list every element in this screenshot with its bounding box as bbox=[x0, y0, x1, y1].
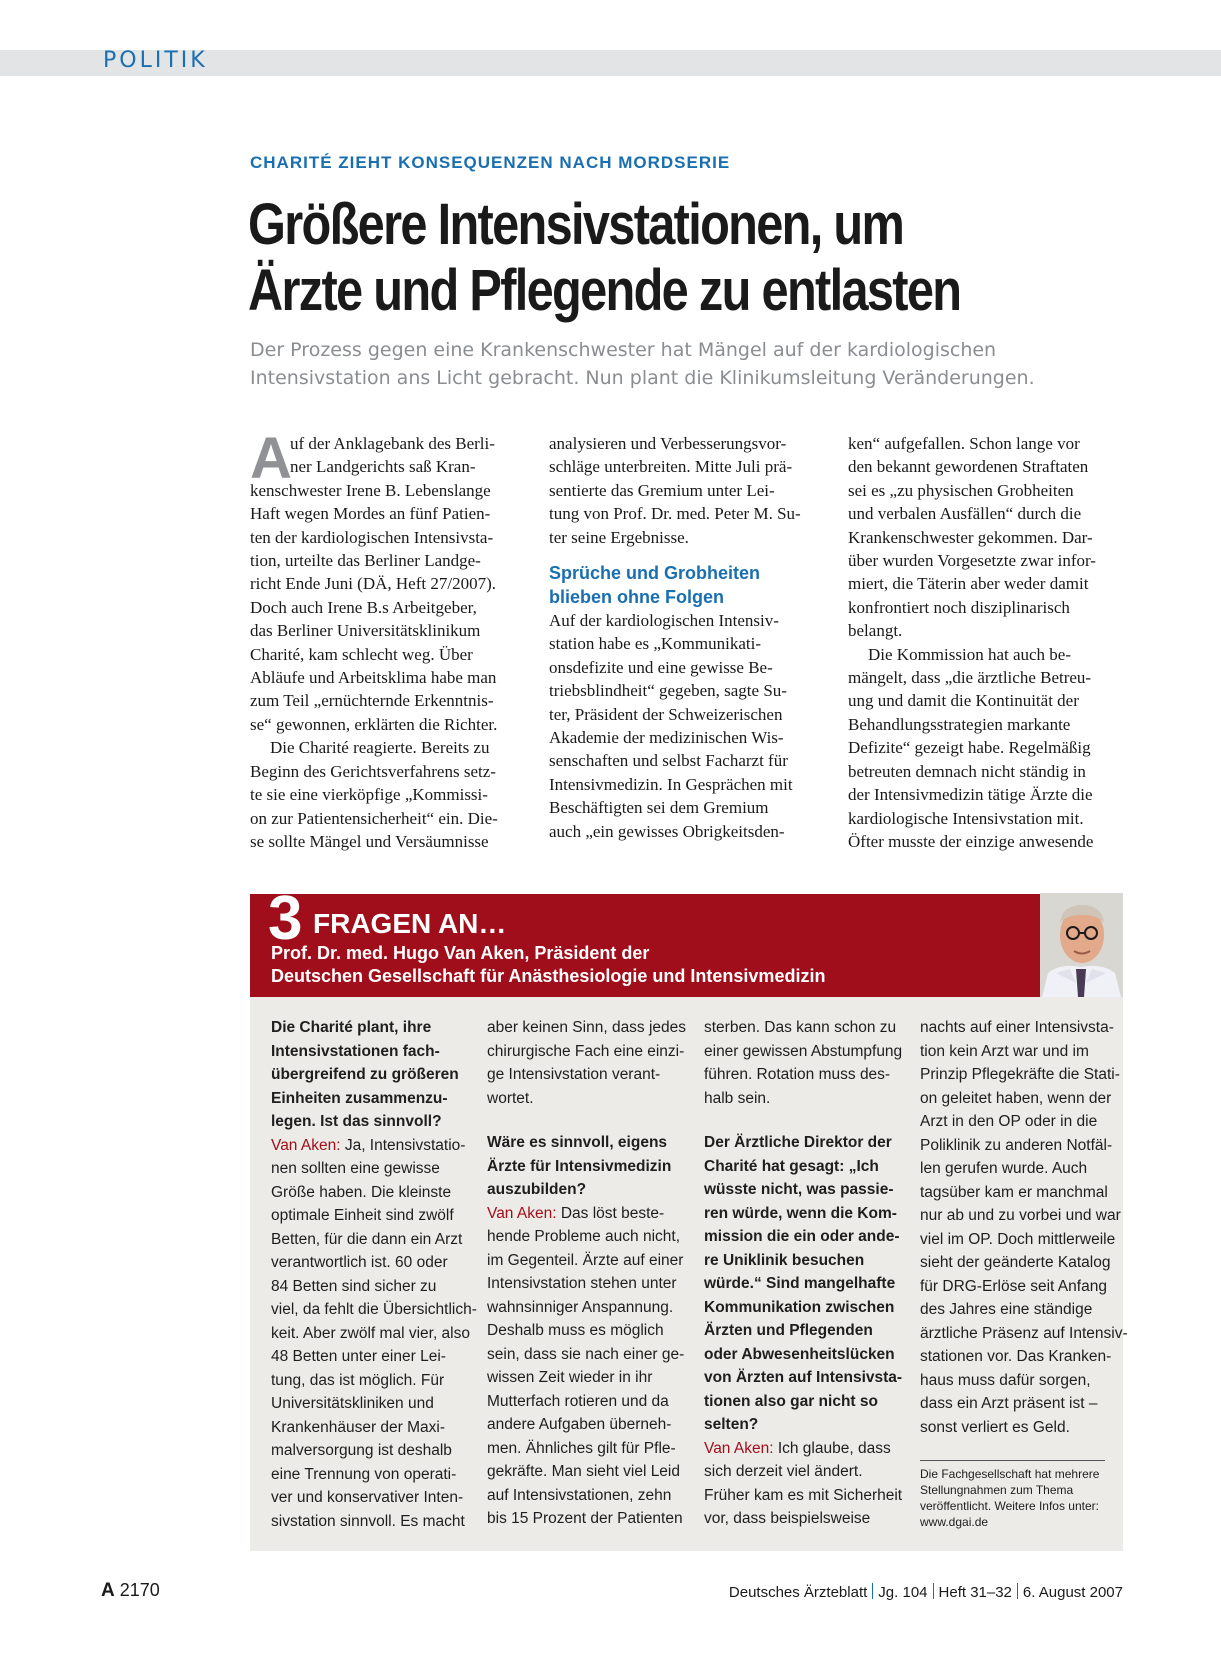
article-line: onsdefizite und eine gewisse Be- bbox=[549, 657, 773, 677]
question-line: legen. Ist das sinnvoll? bbox=[271, 1113, 442, 1130]
answer-line bbox=[271, 1134, 471, 1158]
article-line: Akademie der medizinischen Wis- bbox=[549, 728, 784, 748]
article-line: ung und damit die Kontinuität der bbox=[848, 691, 1079, 711]
portrait-photo bbox=[1040, 893, 1123, 997]
answer-line: verantwortlich ist. 60 oder bbox=[271, 1254, 448, 1271]
section-label: POLITIK bbox=[103, 48, 208, 73]
question-line: re Uniklinik besuchen bbox=[704, 1251, 865, 1269]
question-line: mission die ein oder ande- bbox=[704, 1228, 900, 1245]
question-line: oder Abwesenheitslücken bbox=[704, 1345, 895, 1363]
answer-line: sieht der geänderte Katalog bbox=[920, 1254, 1111, 1271]
answer-line: ge Intensivstation verant- bbox=[487, 1066, 661, 1083]
article-line: Beschäftigten sei dem Gremium bbox=[549, 798, 769, 818]
article-line: ner Landgerichts saß Kran- bbox=[290, 457, 476, 477]
interview-note bbox=[920, 1466, 1120, 1530]
answer-line: dass ein Arzt präsent ist – bbox=[920, 1395, 1098, 1412]
article-line: Charité, kam schlecht weg. Über bbox=[250, 644, 473, 664]
answer-line: nur ab und zu vorbei und war bbox=[920, 1207, 1121, 1224]
note-line: Die Fachgesellschaft hat mehrere bbox=[920, 1467, 1100, 1481]
article-line: mängelt, dass „die ärztliche Betreu- bbox=[848, 668, 1092, 688]
article-line: belangt. bbox=[848, 621, 903, 641]
article-line: Auf der kardiologischen Intensiv- bbox=[549, 611, 779, 631]
article-kicker: CHARITÉ ZIEHT KONSEQUENZEN NACH MORDSERIE bbox=[250, 153, 731, 172]
article-line: auch „ein gewisses Obrigkeitsden- bbox=[549, 821, 785, 841]
article-line: station habe es „Kommunikati- bbox=[549, 634, 761, 654]
article-column-2 bbox=[549, 432, 827, 843]
answer-line: 84 Betten sind sicher zu bbox=[271, 1277, 437, 1295]
article-line: on zur Patientensicherheit“ ein. Die- bbox=[250, 808, 498, 828]
article-column-1 bbox=[250, 426, 528, 853]
answer-line: ärztliche Präsenz auf Intensiv- bbox=[920, 1324, 1128, 1342]
article-line: se“ gewonnen, erklärten die Richter. bbox=[250, 714, 498, 734]
article-column-3 bbox=[848, 432, 1126, 853]
question-line: ren würde, wenn die Kom- bbox=[704, 1204, 897, 1222]
answer-line: hende Probleme auch nicht, bbox=[487, 1228, 681, 1245]
answer-line: vor, dass beispielsweise bbox=[704, 1510, 871, 1527]
note-line: Stellungnahmen zum Thema bbox=[920, 1483, 1074, 1497]
answer-line: einer gewissen Abstumpfung bbox=[704, 1042, 903, 1060]
article-line: Defizite“ gezeigt habe. Regelmäßig bbox=[848, 738, 1091, 758]
answer-line: men. Ähnliches gilt für Pfle- bbox=[487, 1439, 676, 1457]
answer-line: für DRG-Erlöse seit Anfang bbox=[920, 1277, 1107, 1295]
answer-line: Mutterfach rotieren und da bbox=[487, 1392, 669, 1410]
article-line: und verbalen Ausfällen“ durch die bbox=[848, 504, 1082, 524]
article-line: Krankenschwester gekommen. Dar- bbox=[848, 527, 1093, 547]
answer-text: Ich glaube, dass bbox=[773, 1439, 891, 1457]
answer-line: viel, da fehlt die Übersichtlich- bbox=[271, 1301, 477, 1318]
question-line: würde.“ Sind mangelhafte bbox=[704, 1275, 896, 1292]
answer-line: keit. Aber zwölf mal vier, also bbox=[271, 1324, 470, 1342]
article-line: se sollte Mängel und Versäumnisse bbox=[250, 831, 489, 851]
subhead-line: Sprüche und Grobheiten bbox=[549, 563, 761, 584]
answer-line: Intensivstation stehen unter bbox=[487, 1275, 677, 1292]
interview-column-1 bbox=[271, 1016, 477, 1533]
answer-line: andere Aufgaben überneh- bbox=[487, 1416, 672, 1433]
answer-line: sich derzeit viel ändert. bbox=[704, 1463, 863, 1480]
page-number-value: 2170 bbox=[119, 1580, 160, 1600]
article-line: betreuten demnach nicht ständig in bbox=[848, 761, 1086, 781]
answer-line: Betten, für die dann ein Arzt bbox=[271, 1230, 463, 1248]
article-line: Öfter musste der einzige anwesende bbox=[848, 831, 1094, 851]
answer-line: haus muss dafür sorgen, bbox=[920, 1371, 1091, 1389]
answer-line: Krankenhäuser der Maxi- bbox=[271, 1418, 446, 1436]
speaker-name: Van Aken: bbox=[704, 1439, 774, 1457]
answer-line: im Gegenteil. Ärzte auf einer bbox=[487, 1251, 684, 1269]
answer-line: wissen Zeit wieder in ihr bbox=[487, 1369, 653, 1386]
citation bbox=[729, 1583, 1123, 1601]
headline-line: Ärzte und Pflegende zu entlasten bbox=[248, 258, 961, 323]
article-line: Die Charité reagierte. Bereits zu bbox=[270, 738, 490, 758]
question-line: Wäre es sinnvoll, eigens bbox=[487, 1134, 668, 1151]
answer-line: malversorgung ist deshalb bbox=[271, 1442, 452, 1459]
subhead-line: blieben ohne Folgen bbox=[549, 587, 724, 608]
article-line: kardiologische Intensivstation mit. bbox=[848, 808, 1084, 828]
answer-line: führen. Rotation muss des- bbox=[704, 1066, 891, 1083]
article-line: das Berliner Universitätsklinikum bbox=[250, 621, 481, 641]
answer-line bbox=[487, 1202, 687, 1226]
interview-title: FRAGEN AN… bbox=[313, 908, 507, 939]
interview-number: 3 bbox=[268, 884, 303, 953]
article-line: tion, urteilte das Berliner Landge- bbox=[250, 551, 481, 571]
lead-line: Intensivstation ans Licht gebracht. Nun plant die Klinikumsleitung Veränderungen. bbox=[250, 367, 1035, 389]
interview-column-3 bbox=[704, 1016, 904, 1531]
article-line: zum Teil „ernüchternde Erkenntnis- bbox=[250, 691, 494, 711]
article-line: richt Ende Juni (DÄ, Heft 27/2007). bbox=[250, 574, 496, 594]
answer-line: Prinzip Pflegekräfte die Stati- bbox=[920, 1066, 1120, 1083]
question-line: Intensivstationen fach- bbox=[271, 1042, 440, 1060]
question-line: wüsste nicht, was passie- bbox=[704, 1181, 894, 1198]
answer-line: Früher kam es mit Sicherheit bbox=[704, 1486, 903, 1504]
answer-line: optimale Einheit sind zwölf bbox=[271, 1207, 454, 1224]
answer-line: halb sein. bbox=[704, 1089, 771, 1107]
answer-line: ver und konservativer Inten- bbox=[271, 1489, 464, 1506]
answer-line: Arzt in den OP oder in die bbox=[920, 1113, 1098, 1130]
answer-line: Poliklinik zu anderen Notfäl- bbox=[920, 1136, 1113, 1154]
headline-line: Größere Intensivstationen, um bbox=[248, 192, 904, 257]
question-line: Charité hat gesagt: „Ich bbox=[704, 1157, 879, 1175]
article-line: te sie eine vierköpfige „Kommissi- bbox=[250, 785, 488, 805]
article-line: über wurden Vorgesetzte zwar infor- bbox=[848, 551, 1096, 571]
journal-name: Deutsches Ärzteblatt bbox=[728, 1584, 868, 1601]
question-line: Einheiten zusammenzu- bbox=[271, 1089, 448, 1107]
article-line: uf der Anklagebank des Berli- bbox=[290, 434, 495, 453]
page-letter: A bbox=[101, 1580, 115, 1601]
journal-date: 6. August 2007 bbox=[1022, 1584, 1123, 1601]
article-line: den bekannt gewordenen Straftaten bbox=[848, 457, 1089, 477]
answer-line: on geleitet haben, wenn der bbox=[920, 1089, 1112, 1107]
question-line: tionen also gar nicht so bbox=[704, 1392, 878, 1410]
article-line: schläge unterbreiten. Mitte Juli prä- bbox=[549, 457, 793, 477]
question-line: selten? bbox=[704, 1416, 759, 1433]
article-line: Die Kommission hat auch be- bbox=[868, 644, 1072, 664]
article-line: Intensivmedizin. In Gesprächen mit bbox=[549, 774, 793, 794]
question-line: Ärzte für Intensivmedizin bbox=[487, 1157, 672, 1175]
article-line: konfrontiert noch disziplinarisch bbox=[848, 597, 1070, 617]
article-line: triebsblindheit“ gegeben, sagte Su- bbox=[549, 681, 787, 701]
note-line: veröffentlicht. Weitere Infos unter: bbox=[920, 1499, 1099, 1513]
answer-line: 48 Betten unter einer Lei- bbox=[271, 1348, 446, 1365]
article-line: kenschwester Irene B. Lebenslange bbox=[250, 480, 491, 500]
journal-issue: Heft 31–32 bbox=[938, 1584, 1012, 1601]
answer-line: Größe haben. Die kleinste bbox=[271, 1183, 452, 1201]
article-line: ter seine Ergebnisse. bbox=[549, 527, 689, 547]
article-line: Behandlungsstrategien markante bbox=[848, 714, 1071, 734]
question-line: Kommunikation zwischen bbox=[704, 1298, 895, 1316]
speaker-name: Van Aken: bbox=[487, 1204, 557, 1222]
drop-cap: A bbox=[250, 426, 292, 491]
answer-line: viel im OP. Doch mittlerweile bbox=[920, 1230, 1116, 1248]
article-line: senschaften und selbst Facharzt für bbox=[549, 751, 788, 771]
answer-line: wortet. bbox=[487, 1089, 534, 1107]
page-number bbox=[101, 1580, 160, 1602]
answer-line: Universitätskliniken und bbox=[271, 1395, 434, 1412]
answer-line: tung, das ist möglich. Für bbox=[271, 1371, 445, 1389]
article-line: miert, die Täterin aber weder damit bbox=[848, 574, 1089, 594]
question-line: von Ärzten auf Intensivsta- bbox=[704, 1369, 903, 1386]
question-line: Die Charité plant, ihre bbox=[271, 1019, 432, 1036]
answer-line: aber keinen Sinn, dass jedes bbox=[487, 1019, 687, 1036]
note-divider bbox=[920, 1460, 1105, 1461]
article-line: Haft wegen Mordes an fünf Patien- bbox=[250, 504, 491, 524]
question-line: übergreifend zu größeren bbox=[271, 1066, 459, 1083]
interview-subtitle bbox=[271, 942, 825, 988]
journal-volume: Jg. 104 bbox=[878, 1584, 928, 1601]
article-line: Abläufe und Arbeitsklima habe man bbox=[250, 668, 497, 688]
question-line: Ärzten und Pflegenden bbox=[704, 1322, 873, 1339]
answer-line: stationen vor. Das Kranken- bbox=[920, 1348, 1112, 1365]
answer-line: Deshalb muss es möglich bbox=[487, 1322, 664, 1339]
answer-line: sonst verliert es Geld. bbox=[920, 1418, 1070, 1436]
answer-line: sivstation sinnvoll. Es macht bbox=[271, 1512, 465, 1530]
answer-line: wahnsinniger Anspannung. bbox=[487, 1298, 674, 1316]
article-line: sentierte das Gremium unter Lei- bbox=[549, 480, 775, 500]
article-line: sei es „zu physischen Grobheiten bbox=[848, 480, 1074, 500]
answer-line: nen sollten eine gewisse bbox=[271, 1160, 440, 1177]
article-headline bbox=[248, 192, 1004, 324]
answer-line: chirurgische Fach eine einzi- bbox=[487, 1042, 685, 1060]
article-lead bbox=[250, 336, 1130, 392]
answer-line: sterben. Das kann schon zu bbox=[704, 1019, 897, 1036]
article-line: Doch auch Irene B.s Arbeitgeber, bbox=[250, 597, 477, 617]
note-line: www.dgai.de bbox=[920, 1515, 989, 1529]
answer-line: auf Intensivstationen, zehn bbox=[487, 1486, 672, 1504]
interview-column-2 bbox=[487, 1016, 687, 1531]
subtitle-line: Deutschen Gesellschaft für Anästhesiologie und Intensivmedizin bbox=[271, 966, 826, 986]
answer-line: nachts auf einer Intensivsta- bbox=[920, 1019, 1114, 1036]
answer-line: tagsüber kam er manchmal bbox=[920, 1183, 1108, 1201]
answer-text: Das löst beste- bbox=[556, 1204, 665, 1222]
article-line: ter, Präsident der Schweizerischen bbox=[549, 704, 783, 724]
answer-line: gekräfte. Man sieht viel Leid bbox=[487, 1463, 680, 1480]
answer-line: sein, dass sie nach einer ge- bbox=[487, 1345, 685, 1363]
article-line: der Intensivmedizin tätige Ärzte die bbox=[848, 785, 1093, 805]
article-line: ken“ aufgefallen. Schon lange vor bbox=[848, 434, 1080, 453]
answer-line: des Jahres eine ständige bbox=[920, 1301, 1093, 1318]
article-line: analysieren und Verbesserungsvor- bbox=[549, 434, 787, 453]
question-line: auszubilden? bbox=[487, 1181, 587, 1198]
answer-line bbox=[704, 1437, 904, 1461]
interview-column-4 bbox=[920, 1016, 1128, 1439]
question-line: Der Ärztliche Direktor der bbox=[704, 1134, 892, 1151]
answer-text: Ja, Intensivstatio- bbox=[340, 1136, 466, 1154]
speaker-name: Van Aken: bbox=[271, 1136, 341, 1154]
answer-line: bis 15 Prozent der Patienten bbox=[487, 1510, 683, 1527]
subtitle-line: Prof. Dr. med. Hugo Van Aken, Präsident der bbox=[271, 943, 650, 963]
answer-line: eine Trennung von operati- bbox=[271, 1465, 457, 1483]
article-line: Beginn des Gerichtsverfahrens setz- bbox=[250, 761, 496, 781]
answer-line: tion kein Arzt war und im bbox=[920, 1042, 1089, 1060]
article-line: ten der kardiologischen Intensivsta- bbox=[250, 527, 494, 547]
lead-line: Der Prozess gegen eine Krankenschwester hat Mängel auf der kardiologischen bbox=[250, 339, 997, 361]
article-subhead bbox=[549, 561, 827, 609]
article-line: tung von Prof. Dr. med. Peter M. Su- bbox=[549, 504, 801, 524]
answer-line: len gerufen wurde. Auch bbox=[920, 1160, 1088, 1177]
